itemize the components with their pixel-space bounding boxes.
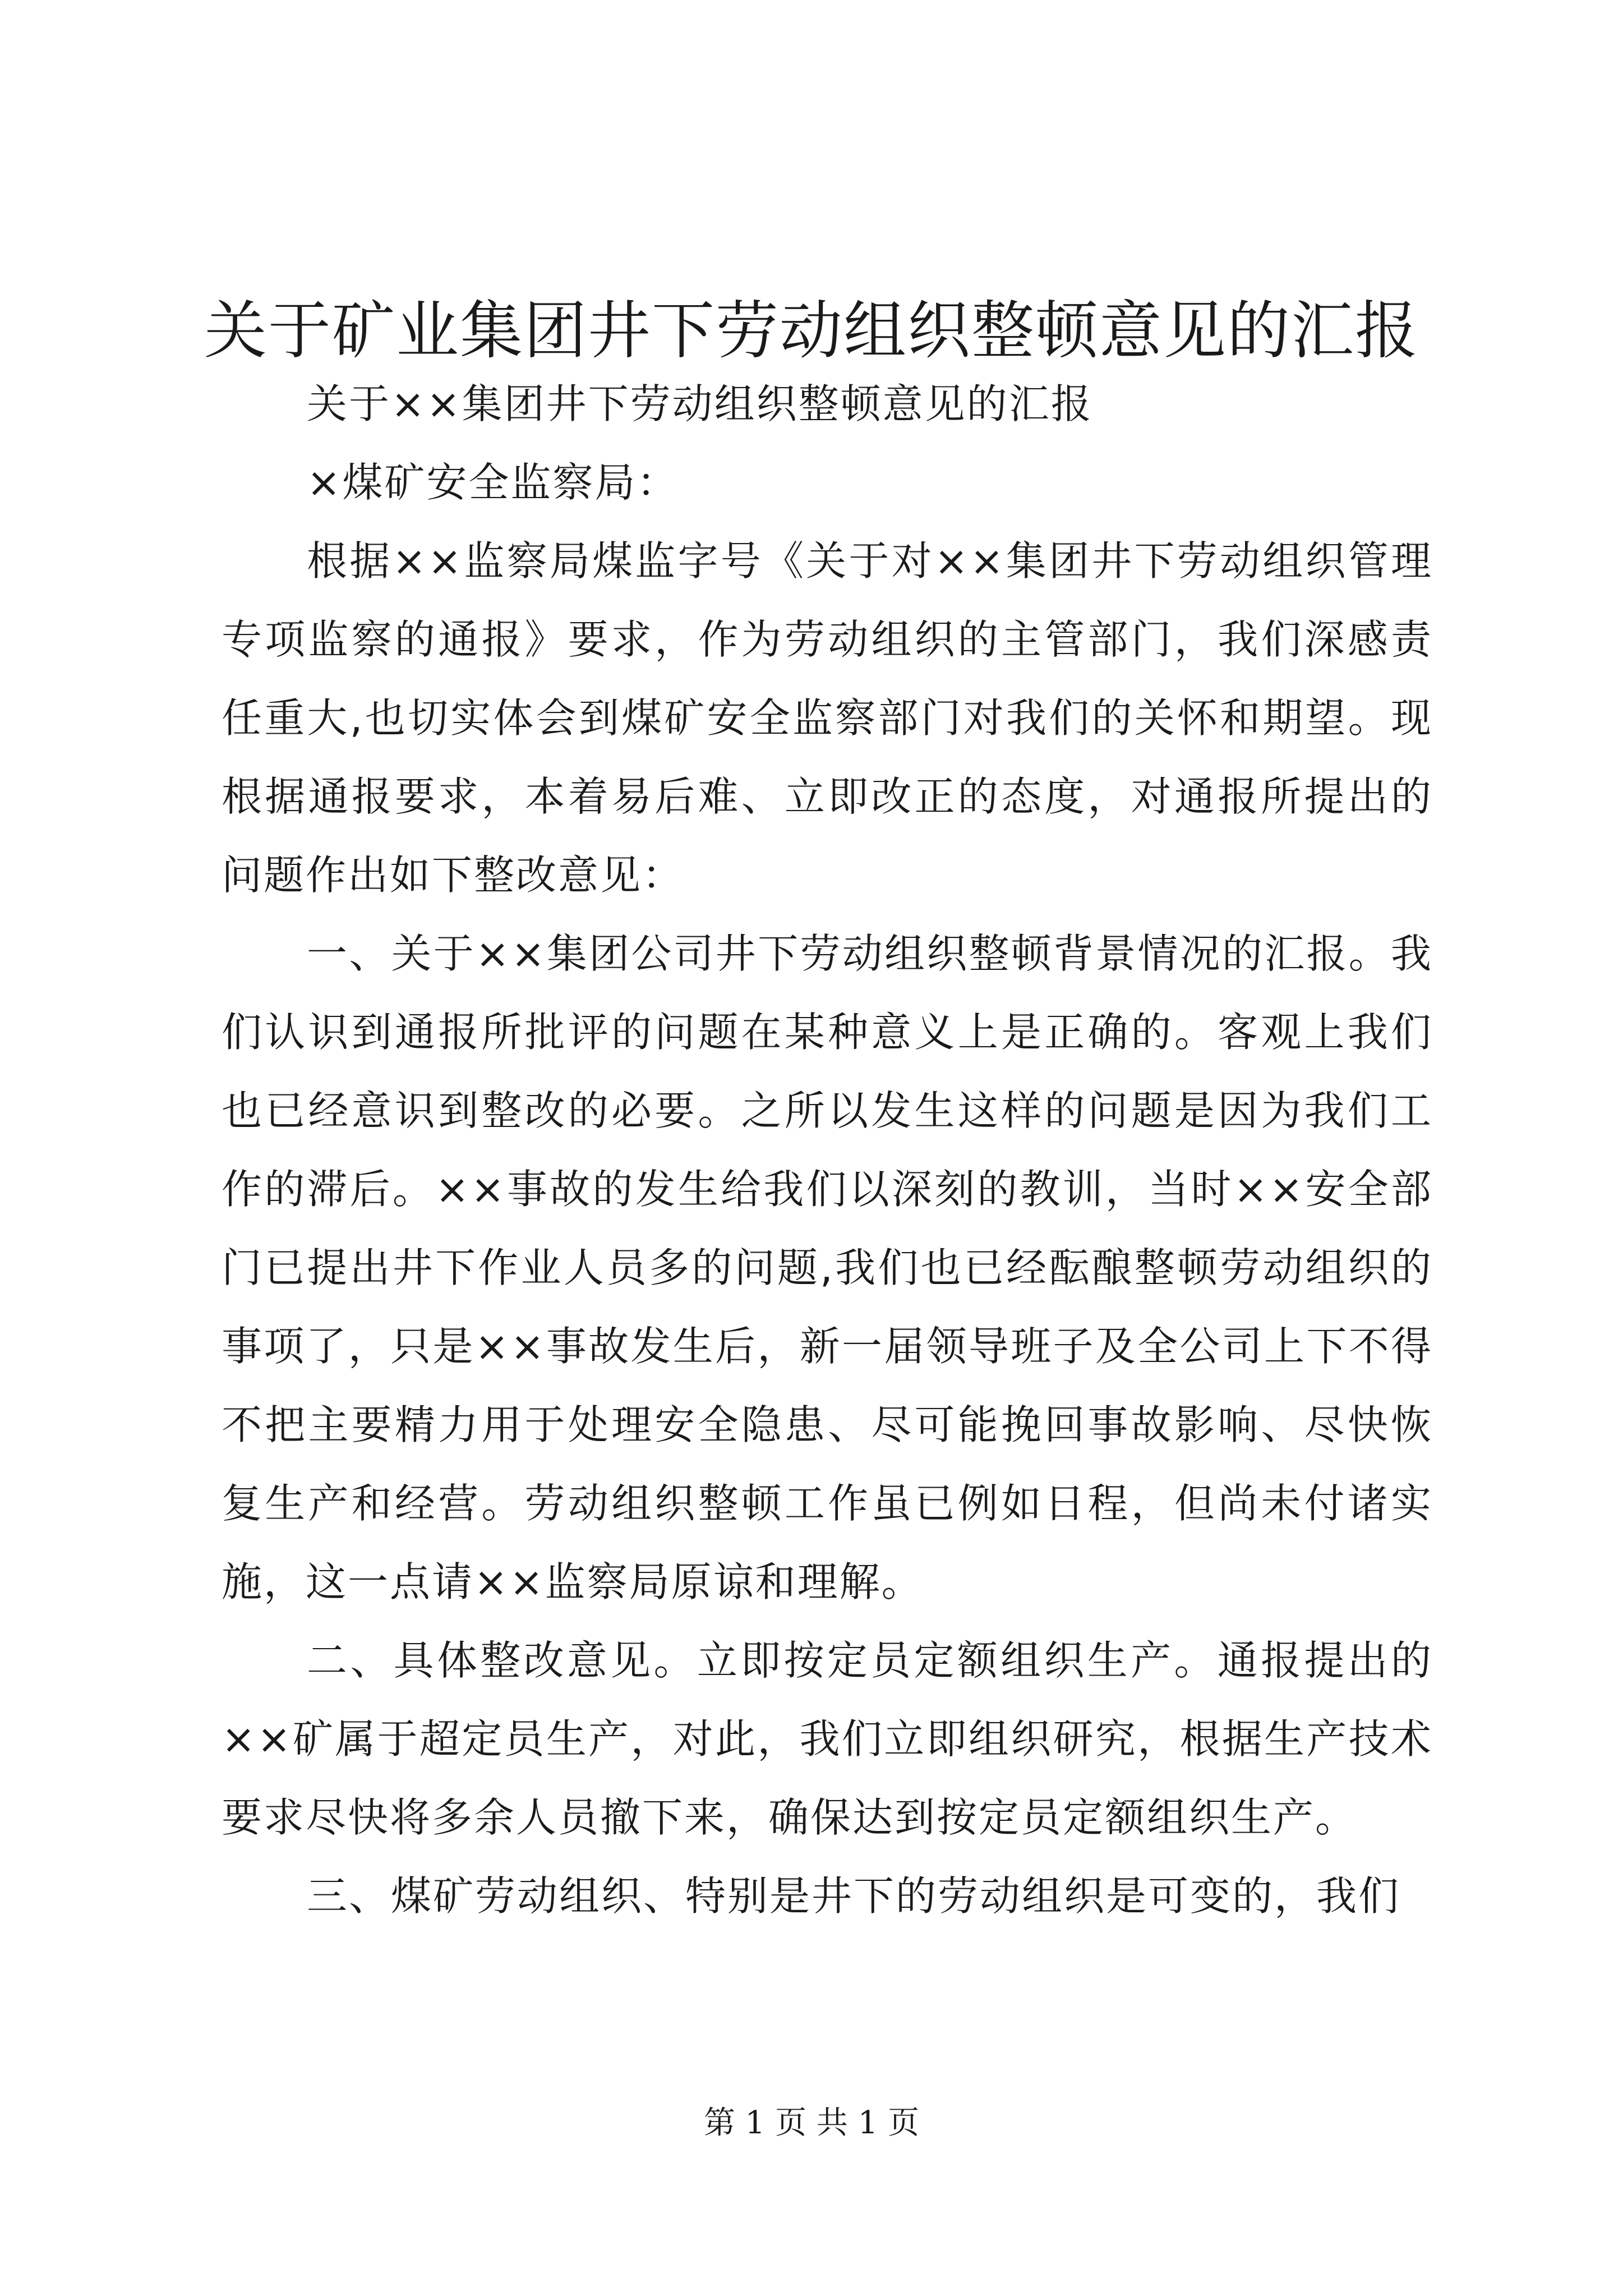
page-footer: 第 1 页 共 1 页 <box>703 2105 920 2141</box>
document-title: 关于矿业集团井下劳动组织整顿意见的汇报 <box>204 295 1419 367</box>
document-body <box>222 365 1433 1935</box>
section-two-paragraph: 二、具体整改意见。立即按定员定额组织生产。通报提出的××矿属于超定员生产，对此，我们立即组织研究，根据生产技术要求尽快将多余人员撤下来，确保达到按定员定额组织生产。 <box>222 1637 1433 1841</box>
subtitle-paragraph: 关于××集团井下劳动组织整顿意见的汇报 <box>307 380 1093 427</box>
addressee-paragraph: ×煤矿安全监察局： <box>307 459 679 506</box>
intro-paragraph: 根据××监察局煤监字号《关于对××集团井下劳动组织管理专项监察的通报》要求，作为劳动组织的主管部门，我们深感责任重大,也切实体会到煤矿安全监察部门对我们的关怀和期望。现根据通报要求，本着易后难、立即改正的态度，对通报所提出的问题作出如下整改意见： <box>222 537 1433 899</box>
section-three-paragraph: 三、煤矿劳动组织、特别是井下的劳动组织是可变的，我们 <box>307 1872 1401 1920</box>
section-one-paragraph: 一、关于××集团公司井下劳动组织整顿背景情况的汇报。我们认识到通报所批评的问题在某种意义上是正确的。客观上我们也已经意识到整改的必要。之所以发生这样的问题是因为我们工作的滞后。××事故的发生给我们以深刻的教训，当时××安全部门已提出井下作业人员多的问题,我们也已经酝酿整顿劳动组织的事项了，只是××事故发生后，新一届领导班子及全公司上下不得不把主要精力用于处理安全隐患、尽可能挽回事故影响、尽快恢复生产和经营。劳动组织整顿工作虽已例如日程，但尚未付诸实施，这一点请××监察局原谅和理解。 <box>222 930 1433 1605</box>
